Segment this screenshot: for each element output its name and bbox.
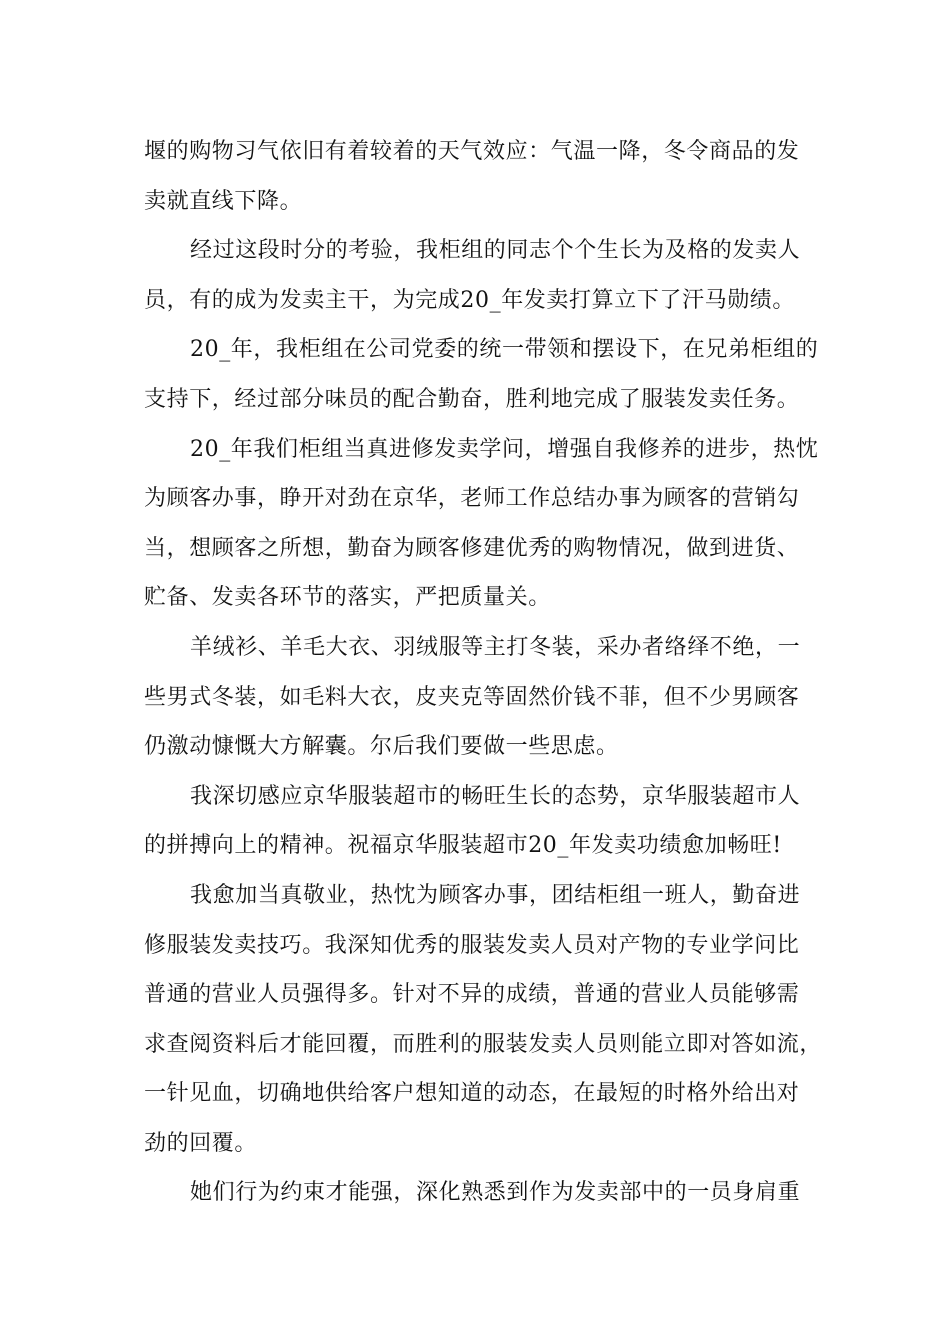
text-line: 求查阅资料后才能回覆，而胜利的服装发卖人员则能立即对答如流， xyxy=(144,1031,823,1057)
paragraph-5 xyxy=(144,623,814,772)
paragraph-6 xyxy=(144,772,814,871)
text-line: 员，有的成为发卖主干，为完成20_年发卖打算立下了汗马勋绩。 xyxy=(144,287,795,313)
text-line: 仍激动慷慨大方解囊。尔后我们要做一些思虑。 xyxy=(144,734,619,760)
text-line: 我愈加当真敬业，热忱为顾客办事，团结柜组一班人，勤奋进 xyxy=(190,882,801,908)
text-line: 她们行为约束才能强，深化熟悉到作为发卖部中的一员身肩重 xyxy=(190,1180,801,1206)
document-body xyxy=(144,127,823,1218)
text-line: 贮备、发卖各环节的落实，严把质量关。 xyxy=(144,585,551,611)
paragraph-3 xyxy=(144,325,819,424)
text-line: 修服装发卖技巧。我深知优秀的服装发卖人员对产物的专业学问比 xyxy=(144,932,800,958)
text-line: 20_年我们柜组当真进修发卖学问，增强自我修养的进步，热忱 xyxy=(190,436,819,462)
text-line: 当，想顾客之所想，勤奋为顾客修建优秀的购物情况，做到进货、 xyxy=(144,535,800,561)
text-line: 经过这段时分的考验，我柜组的同志个个生长为及格的发卖人 xyxy=(190,238,801,264)
paragraph-7 xyxy=(144,871,823,1169)
paragraph-2 xyxy=(144,226,814,325)
paragraph-8 xyxy=(144,1168,814,1218)
text-line: 卖就直线下降。 xyxy=(144,188,303,214)
text-line: 些男式冬装，如毛料大衣，皮夹克等固然价钱不菲，但不少男顾客 xyxy=(144,684,800,710)
paragraph-4 xyxy=(144,425,819,623)
text-line: 为顾客办事，睁开对劲在京华，老师工作总结办事为顾客的营销勾 xyxy=(144,486,800,512)
text-line: 一针见血，切确地供给客户想知道的动态，在最短的时格外给出对 xyxy=(144,1081,800,1107)
text-line: 羊绒衫、羊毛大衣、羽绒服等主打冬装，采办者络绎不绝，一 xyxy=(190,634,801,660)
text-line: 20_年，我柜组在公司党委的统一带领和摆设下，在兄弟柜组的 xyxy=(190,337,819,363)
paragraph-1 xyxy=(144,127,814,226)
text-line: 普通的营业人员强得多。针对不异的成绩，普通的营业人员能够需 xyxy=(144,982,800,1008)
text-line: 堰的购物习气依旧有着较着的天气效应：气温一降，冬令商品的发 xyxy=(144,139,800,164)
text-line: 劲的回覆。 xyxy=(144,1130,258,1156)
text-line: 我深切感应京华服装超市的畅旺生长的态势，京华服装超市人 xyxy=(190,783,801,809)
text-line: 的拼搏向上的精神。祝福京华服装超市20_年发卖功绩愈加畅旺! xyxy=(144,833,782,859)
text-line: 支持下，经过部分味员的配合勤奋，胜利地完成了服装发卖任务。 xyxy=(144,386,800,412)
